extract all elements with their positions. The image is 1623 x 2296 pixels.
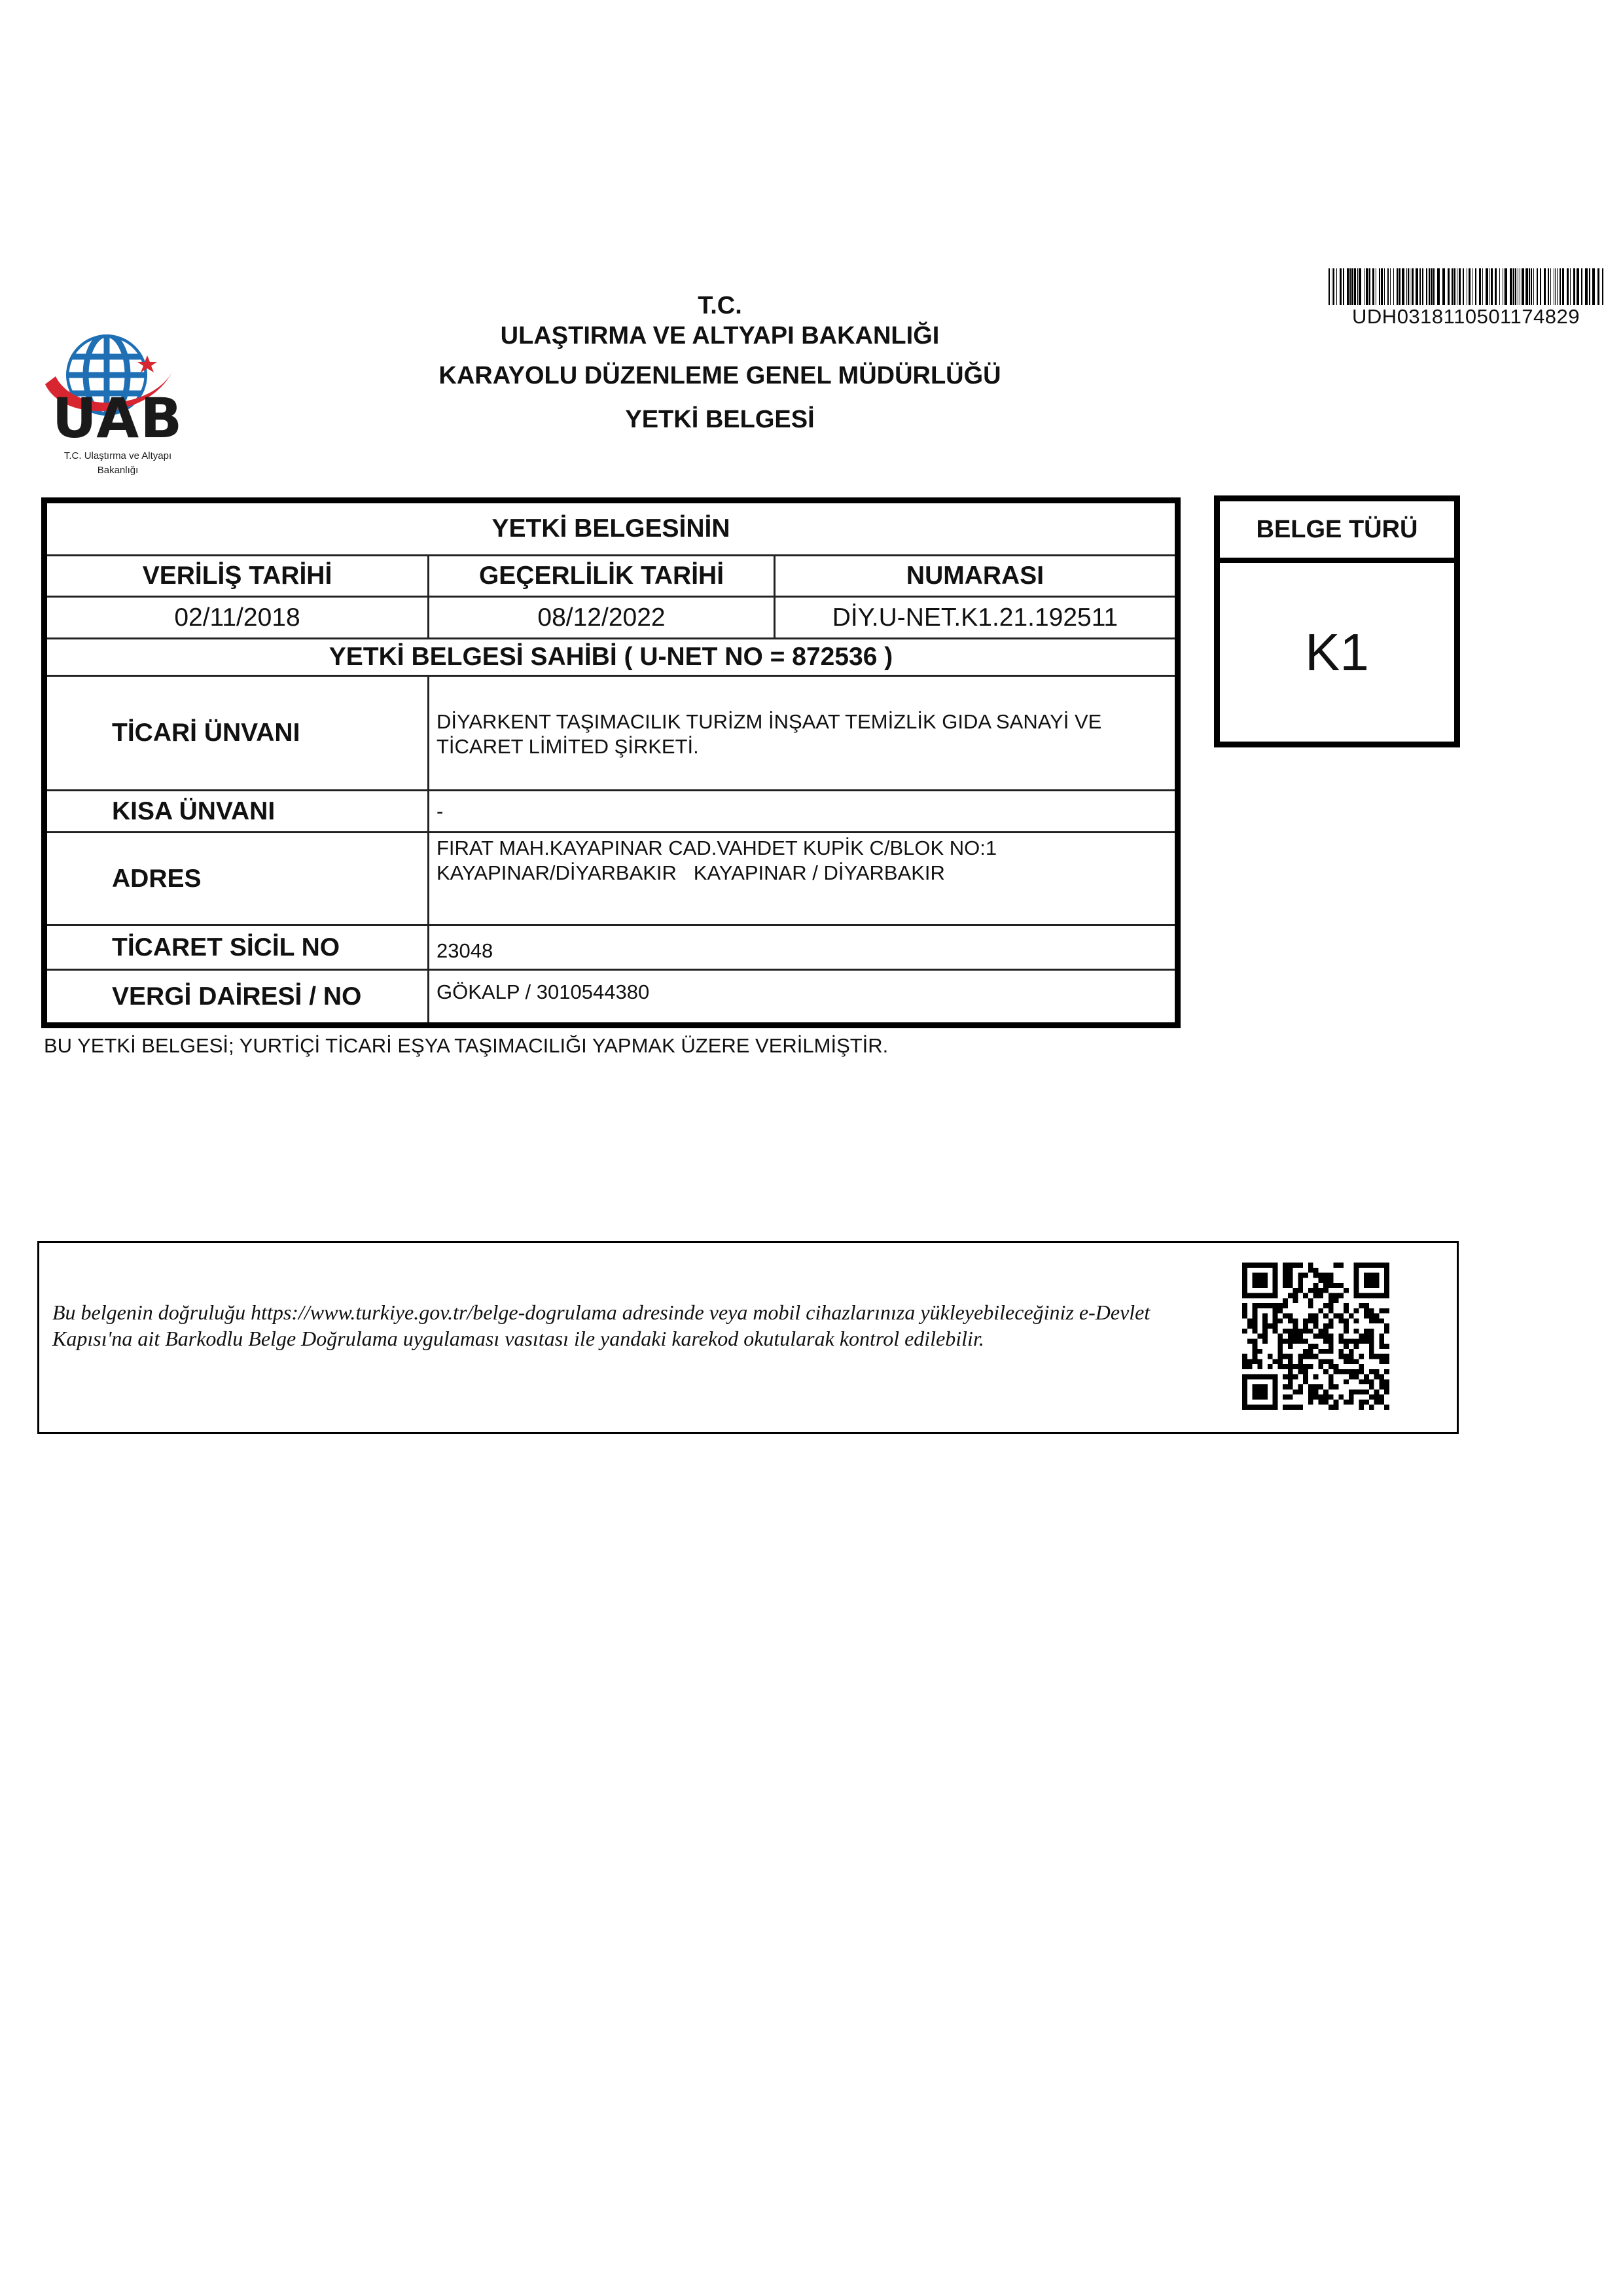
verification-line2: Kapısı'na ait Barkodlu Belge Doğrulama uygulaması vasıtası ile yandaki karekod okutularak kontrol edilebilir. [52, 1327, 984, 1350]
document-type-box [1214, 495, 1460, 747]
verification-line1: Bu belgenin doğruluğu https://www.turkiye.gov.tr/belge-dogrulama adresinde veya mobil cihazlarınıza yükleyebileceğiniz e-Devlet [52, 1300, 1150, 1324]
logo-subtitle [39, 449, 196, 478]
section-title: YETKİ BELGESİNİN [491, 514, 730, 543]
col-header-number: NUMARASI [906, 562, 1044, 590]
verification-text [52, 1299, 1230, 1352]
header-country: T.C. [698, 292, 742, 319]
value-trade-name-line2: TİCARET LİMİTED ŞİRKETİ. [437, 735, 699, 758]
value-trade-name-line1: DİYARKENT TAŞIMACILIK TURİZM İNŞAAT TEMİZLİK GIDA SANAYİ VE [437, 710, 1102, 733]
document-type-title: BELGE TÜRÜ [1256, 515, 1418, 543]
label-trade-name: TİCARİ ÜNVANI [112, 719, 300, 747]
holder-title: YETKİ BELGESİ SAHİBİ ( U-NET NO = 872536 ) [329, 643, 893, 671]
label-tax-office: VERGİ DAİRESİ / NO [112, 982, 362, 1011]
col-header-validity-date: GEÇERLİLİK TARİHİ [478, 562, 724, 590]
header-document-title: YETKİ BELGESİ [625, 406, 815, 433]
document-type-value: K1 [1305, 622, 1369, 681]
value-trade-registry-no: 23048 [437, 939, 493, 962]
logo-subtitle-line1: T.C. Ulaştırma ve Altyapı [63, 450, 172, 461]
value-short-name: - [437, 800, 444, 823]
barcode-number: UDH0318110501174829 [1352, 305, 1580, 328]
verification-box [37, 1241, 1459, 1434]
header-directorate: KARAYOLU DÜZENLEME GENEL MÜDÜRLÜĞÜ [438, 362, 1001, 389]
certificate-number: DİY.U-NET.K1.21.192511 [832, 603, 1118, 632]
value-address-line1: FIRAT MAH.KAYAPINAR CAD.VAHDET KUPİK C/BLOK NO:1 [437, 836, 997, 859]
logo-text: UAB [52, 386, 184, 450]
value-address-line2: KAYAPINAR/DİYARBAKIR KAYAPINAR / DİYARBAKIR [437, 861, 945, 884]
issue-date: 02/11/2018 [174, 603, 300, 632]
qr-code[interactable] [1242, 1263, 1389, 1410]
logo-subtitle-line2: Bakanlığı [97, 465, 139, 476]
col-header-issue-date: VERİLİŞ TARİHİ [142, 562, 332, 590]
value-address [437, 836, 997, 886]
barcode [1329, 268, 1603, 305]
value-trade-name [437, 709, 1101, 759]
value-tax-office: GÖKALP / 3010544380 [437, 980, 650, 1003]
validity-date: 08/12/2022 [537, 603, 666, 632]
label-trade-registry-no: TİCARET SİCİL NO [112, 933, 340, 961]
certificate-table [41, 497, 1181, 1028]
authorization-note: BU YETKİ BELGESİ; YURTİÇİ TİCARİ EŞYA TAŞIMACILIĞI YAPMAK ÜZERE VERİLMİŞTİR. [44, 1034, 889, 1057]
header-ministry: ULAŞTIRMA VE ALTYAPI BAKANLIĞI [500, 322, 940, 350]
label-address: ADRES [112, 864, 202, 893]
label-short-name: KISA ÜNVANI [112, 797, 276, 825]
